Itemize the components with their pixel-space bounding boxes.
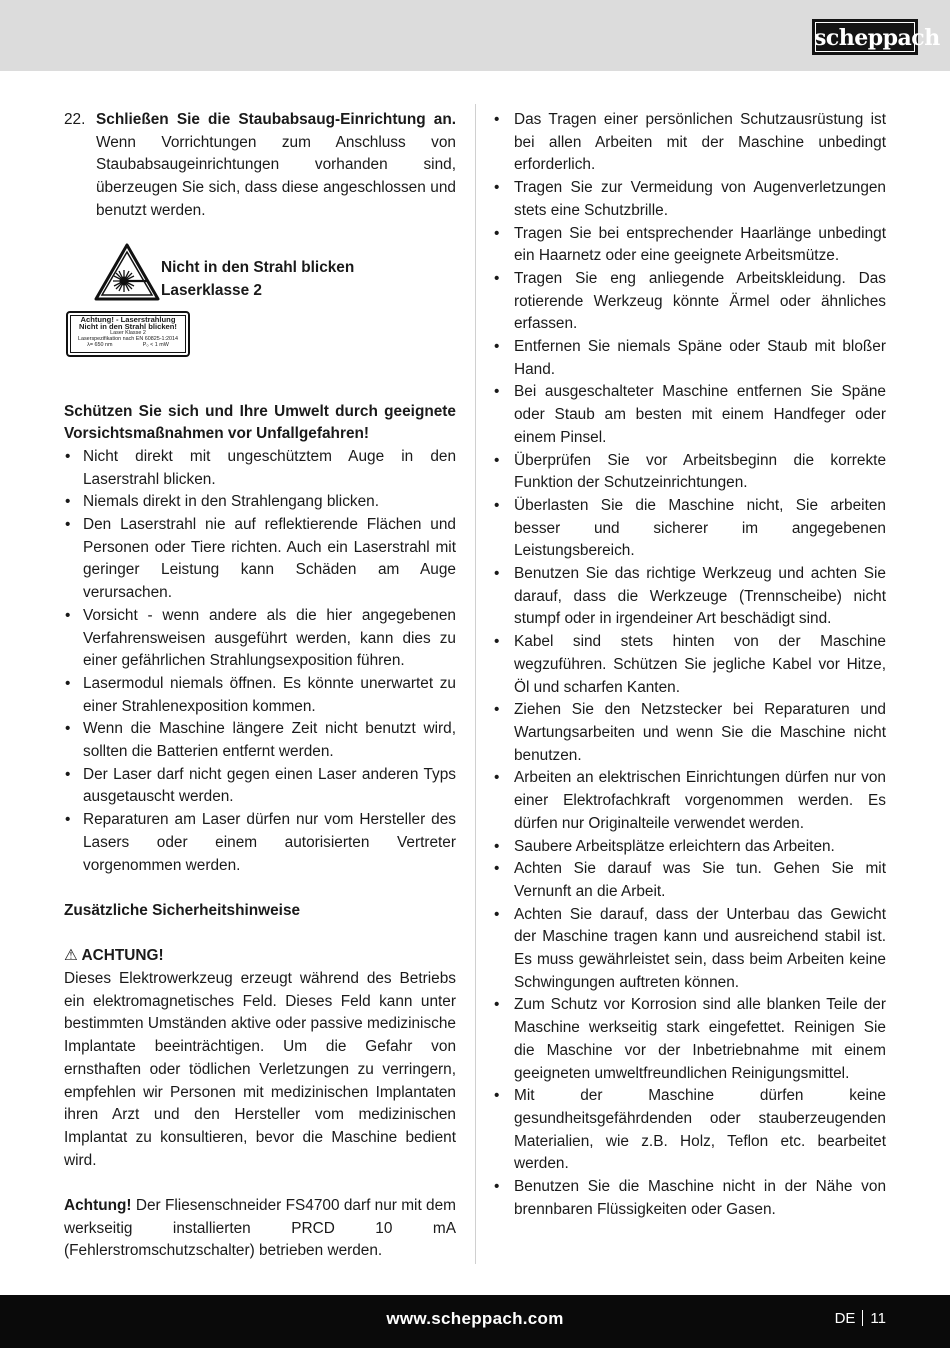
list-item: • Niemals direkt in den Strahlengang blicken. (64, 491, 456, 514)
list-item: • Bei ausgeschalteter Maschine entfernen Sie Späne oder Staub am besten mit einem Handfeger oder einem Pinsel. (492, 381, 886, 449)
achtung-text: Der Fliesenschneider FS4700 darf nur mit dem werkseitig installierten PRCD 10 mA (Fehlerstromschutzschalter) betrieben werden. (64, 1197, 456, 1260)
list-item: • Wenn die Maschine längere Zeit nicht benutzt wird, sollten die Batterien entfernt werden. (64, 718, 456, 763)
protect-heading (64, 401, 456, 446)
page-number: 11 (870, 1310, 886, 1327)
instruction-text (96, 109, 456, 223)
list-item: • Nicht direkt mit ungeschütztem Auge in den Laserstrahl blicken. (64, 446, 456, 491)
page-separator (862, 1310, 863, 1326)
list-item: • Benutzen Sie die Maschine nicht in der Nähe von brennbaren Flüssigkeiten oder Gasen. (492, 1176, 886, 1221)
laser-label-line4: Laserspezifikation nach EN 60825-1:2014 (77, 336, 179, 343)
additional-heading-text: Zusätzliche Sicherheitshinweise (64, 901, 301, 919)
instruction-body: Wenn Vorrichtungen zum Anschluss von Staubabsaugeinrichtungen vorhanden sind, überzeugen Sie sich, dass diese angeschlossen und benutzt werden. (96, 133, 456, 219)
laser-power: P₀ < 1 mW (142, 341, 169, 348)
list-item: • Entfernen Sie niemals Späne oder Staub mit bloßer Hand. (492, 336, 886, 381)
laser-label-line3: Laser Klasse 2 (110, 330, 146, 337)
laser-label-line5 (72, 343, 184, 349)
list-item: • Mit der Maschine dürfen keine gesundheitsgefährdenden oder stauberzeugenden Materialien, wie z.B. Holz, Teflon etc. bearbeitet werden. (492, 1085, 886, 1176)
list-item: • Der Laser darf nicht gegen einen Laser anderen Typs ausgetauscht werden. (64, 764, 456, 809)
scheppach-logo: scheppach (812, 19, 918, 55)
general-safety-list (492, 109, 886, 1221)
list-item: • Arbeiten an elektrischen Einrichtungen dürfen nur von einer Elektrofachkraft vorgenommen werden. Es dürfen nur Originalteile verwendet werden. (492, 767, 886, 835)
achtung-paragraph (64, 1195, 456, 1263)
laser-safety-list (64, 446, 456, 877)
warning-title (64, 945, 456, 968)
laser-label-line1: Achtung! - Laserstrahlung (80, 314, 176, 324)
additional-heading (64, 900, 456, 923)
list-item: • Vorsicht - wenn andere als die hier angegebenen Verfahrensweisen ausgeführt werden, kann dies zu einer gefährlichen Strahlungsexposition führen. (64, 605, 456, 673)
page-header (0, 0, 950, 71)
laser-sign-line1: Nicht in den Strahl blicken (161, 258, 355, 276)
laser-hazard-icon (94, 243, 160, 301)
list-item: • Ziehen Sie den Netzstecker bei Reparaturen und Wartungsarbeiten und wenn Sie die Maschine nicht benutzen. (492, 699, 886, 767)
language-code: DE (834, 1310, 856, 1327)
page-indicator (835, 1310, 886, 1327)
laser-warning-block (64, 223, 456, 401)
instruction-bold: Schließen Sie die Staubabsaug-Einrichtung an. (96, 111, 456, 128)
laser-class-label (66, 311, 190, 357)
warning-title-text: ⚠ ACHTUNG! (64, 947, 164, 965)
achtung-bold: Achtung! (64, 1197, 132, 1215)
warning-paragraph: Dieses Elektrowerkzeug erzeugt während des Betriebs ein elektromagnetisches Feld. Dieses Feld kann unter bestimmten Umständen aktive oder passive medizinische Implantate beeinträchtigen. Um die Gefahr von ernsthaften oder tödlichen Verletzungen zu verringern, empfehlen wir Personen mit medizinischen Implantaten ihren Arzt und den Hersteller vom medizinischen Implantat zu konsultieren, bevor die Maschine bedient wird. (64, 970, 456, 1169)
list-item: • Lasermodul niemals öffnen. Es könnte unerwartet zu einer Strahlenexposition kommen. (64, 673, 456, 718)
list-item: • Den Laserstrahl nie auf reflektierende Flächen und Personen oder Tiere richten. Auch ein Laserstrahl mit geringer Leistung kann Schäden am Auge verursachen. (64, 514, 456, 605)
list-item: • Benutzen Sie das richtige Werkzeug und achten Sie darauf, dass die Werkzeuge (Trennscheibe) nicht stumpf oder in irgendeiner Art beschädigt sind. (492, 563, 886, 631)
list-item: • Reparaturen am Laser dürfen nur vom Hersteller des Lasers oder einem autorisierten Vertreter vorgenommen werden. (64, 809, 456, 877)
list-item: • Tragen Sie eng anliegende Arbeitskleidung. Das rotierende Werkzeug könnte Ärmel oder ähnliches erfassen. (492, 268, 886, 336)
list-item: • Tragen Sie zur Vermeidung von Augenverletzungen stets eine Schutzbrille. (492, 177, 886, 222)
page-footer (0, 1295, 950, 1348)
website-link[interactable]: www.scheppach.com (386, 1309, 564, 1328)
list-item: • Tragen Sie bei entsprechender Haarlänge unbedingt ein Haarnetz oder eine geeignete Arbeitsmütze. (492, 223, 886, 268)
column-divider (475, 104, 476, 1264)
spacer (64, 1172, 456, 1195)
instruction-number: 22. (64, 111, 86, 128)
left-column (64, 109, 456, 1263)
list-item: • Achten Sie darauf, dass der Unterbau das Gewicht der Maschine tragen kann und ausreichend stabil ist. Es muss gewährleistet sein, dass beim Arbeiten keine Schwingungen auftreten können. (492, 904, 886, 995)
spacer (64, 923, 456, 946)
right-column (492, 109, 886, 1221)
laser-label-line2: Nicht in den Strahl blicken! (79, 322, 177, 332)
list-item: • Zum Schutz vor Korrosion sind alle blanken Teile der Maschine werkseitig stark eingefettet. Reinigen Sie die Maschine vor der Inbetriebnahme mit einem geeigneten umweltfreundlichen Reinigungsmittel. (492, 994, 886, 1085)
laser-wavelength: λ= 650 nm (87, 341, 113, 348)
list-item: • Saubere Arbeitsplätze erleichtern das Arbeiten. (492, 836, 886, 859)
list-item: • Überlasten Sie die Maschine nicht, Sie arbeiten besser und sicherer im angegebenen Leistungsbereich. (492, 495, 886, 563)
protect-heading-text: Schützen Sie sich und Ihre Umwelt durch geeignete Vorsichtsmaßnahmen vor Unfallgefahren! (64, 402, 456, 443)
list-item: • Überprüfen Sie vor Arbeitsbeginn die korrekte Funktion der Schutzeinrichtungen. (492, 450, 886, 495)
list-item: • Das Tragen einer persönlichen Schutzausrüstung ist bei allen Arbeiten mit der Maschine unbedingt erforderlich. (492, 109, 886, 177)
list-item: • Kabel sind stets hinten von der Maschine wegzuführen. Schützen Sie jegliche Kabel vor Hitze, Öl und scharfen Kanten. (492, 631, 886, 699)
spacer (64, 877, 456, 900)
list-item: • Achten Sie darauf was Sie tun. Gehen Sie mit Vernunft an die Arbeit. (492, 858, 886, 903)
instruction-22 (64, 109, 456, 223)
laser-sign-line2: Laserklasse 2 (161, 281, 262, 299)
